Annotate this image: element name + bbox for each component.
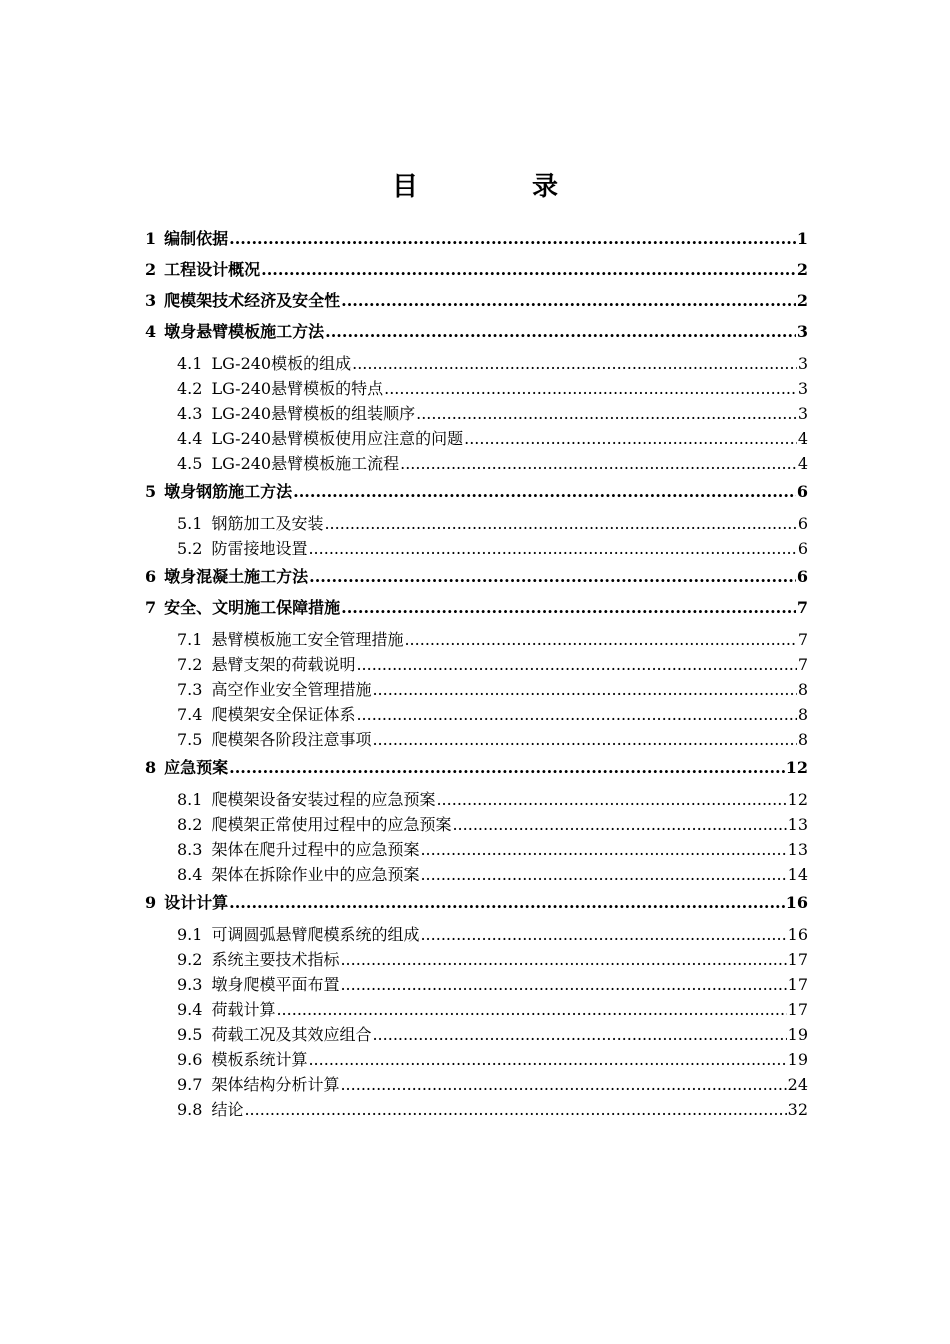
toc-entry[interactable] [145,972,808,997]
toc-dot-leader [229,752,785,783]
toc-entry[interactable] [145,727,808,752]
toc-dot-leader [293,476,796,507]
toc-entry-title: 设计计算 [164,893,229,912]
toc-entry-number: 8.3 [177,840,203,859]
toc-page-number: 24 [787,1075,808,1094]
toc-entry-title: 荷载计算 [211,1000,276,1019]
toc-entry-title: 防雷接地设置 [211,539,308,558]
toc-dot-leader [436,787,786,812]
toc-entry[interactable] [145,254,808,285]
toc-entry-title: 爬模架技术经济及安全性 [164,291,341,310]
toc-page-number: 12 [785,758,808,777]
toc-entry-title: LG-240模板的组成 [211,354,352,373]
toc-dot-leader [340,947,786,972]
toc-entry-title: 高空作业安全管理措施 [211,680,372,699]
toc-entry-title: LG-240悬臂模板使用应注意的问题 [211,429,464,448]
toc-entry-number: 9.5 [177,1025,203,1044]
table-of-contents [145,223,808,1122]
toc-page-number: 17 [787,975,808,994]
toc-entry-title: LG-240悬臂模板的特点 [211,379,384,398]
toc-entry-number: 6 [145,567,157,586]
toc-entry[interactable] [145,316,808,347]
toc-page-number: 17 [787,950,808,969]
toc-dot-leader [341,592,796,623]
toc-dot-leader [352,351,797,376]
toc-page-number: 16 [787,925,808,944]
toc-entry-title: 爬模架设备安装过程的应急预案 [211,790,436,809]
toc-dot-leader [308,1047,786,1072]
toc-entry-number: 5 [145,482,157,501]
toc-page-number: 7 [797,630,808,649]
toc-entry-number: 9.2 [177,950,203,969]
toc-dot-leader [229,223,796,254]
toc-entry-number: 3 [145,291,157,310]
toc-entry[interactable] [145,862,808,887]
toc-entry-number: 4.4 [177,429,203,448]
toc-entry-title: 架体在爬升过程中的应急预案 [211,840,420,859]
toc-entry[interactable] [145,451,808,476]
toc-entry-number: 5.1 [177,514,203,533]
toc-dot-leader [309,561,796,592]
toc-entry[interactable] [145,1072,808,1097]
toc-entry[interactable] [145,476,808,507]
toc-entry-title: 悬臂模板施工安全管理措施 [211,630,404,649]
toc-entry-title: 系统主要技术指标 [211,950,340,969]
toc-page-number: 7 [797,655,808,674]
toc-page-number: 13 [787,840,808,859]
toc-entry-number: 8.2 [177,815,203,834]
toc-page-number: 16 [785,893,808,912]
toc-entry-number: 4.1 [177,354,203,373]
toc-entry[interactable] [145,652,808,677]
toc-entry-number: 7.3 [177,680,203,699]
toc-entry-number: 9.6 [177,1050,203,1069]
toc-entry-title: 悬臂支架的荷载说明 [211,655,356,674]
toc-entry[interactable] [145,511,808,536]
toc-entry-title: 荷载工况及其效应组合 [211,1025,372,1044]
toc-entry-number: 9.7 [177,1075,203,1094]
toc-page-number: 7 [796,598,808,617]
toc-dot-leader [324,511,796,536]
toc-entry-title: 爬模架各阶段注意事项 [211,730,372,749]
toc-entry[interactable] [145,997,808,1022]
toc-page-number: 6 [796,482,808,501]
toc-entry-title: 可调圆弧悬臂爬模系统的组成 [211,925,420,944]
toc-entry-title: 钢筋加工及安装 [211,514,324,533]
toc-dot-leader [372,727,796,752]
toc-entry-number: 5.2 [177,539,203,558]
toc-entry[interactable] [145,351,808,376]
toc-entry-number: 7 [145,598,157,617]
toc-dot-leader [325,316,796,347]
toc-page-number: 6 [796,567,808,586]
toc-entry[interactable] [145,536,808,561]
toc-page-number: 8 [797,730,808,749]
toc-page-number: 1 [796,229,808,248]
toc-dot-leader [340,972,786,997]
toc-entry[interactable] [145,561,808,592]
toc-entry-number: 9 [145,893,157,912]
toc-dot-leader [261,254,796,285]
toc-entry[interactable] [145,677,808,702]
toc-entry-title: 编制依据 [164,229,229,248]
toc-entry[interactable] [145,592,808,623]
toc-entry[interactable] [145,947,808,972]
toc-dot-leader [341,285,796,316]
toc-dot-leader [420,922,786,947]
toc-entry-title: LG-240悬臂模板施工流程 [211,454,400,473]
toc-entry[interactable] [145,376,808,401]
toc-page-number: 4 [797,454,808,473]
toc-dot-leader [276,997,786,1022]
toc-dot-leader [356,652,796,677]
toc-dot-leader [452,812,786,837]
toc-entry-title: 工程设计概况 [164,260,261,279]
toc-entry[interactable] [145,837,808,862]
toc-entry[interactable] [145,752,808,783]
toc-page-number: 14 [787,865,808,884]
toc-page-number: 8 [797,680,808,699]
toc-dot-leader [229,887,785,918]
toc-dot-leader [356,702,796,727]
toc-entry-title: 架体在拆除作业中的应急预案 [211,865,420,884]
toc-entry-title: 安全、文明施工保障措施 [164,598,341,617]
toc-page-number: 2 [796,260,808,279]
toc-entry-number: 9.3 [177,975,203,994]
toc-entry-number: 2 [145,260,157,279]
toc-entry[interactable] [145,702,808,727]
toc-dot-leader [416,401,797,426]
toc-entry-title: 爬模架正常使用过程中的应急预案 [211,815,452,834]
toc-entry-number: 7.1 [177,630,203,649]
toc-entry-number: 7.4 [177,705,203,724]
toc-entry[interactable] [145,223,808,254]
toc-dot-leader [384,376,797,401]
toc-dot-leader [464,426,797,451]
toc-entry-number: 1 [145,229,157,248]
toc-page-number: 19 [787,1050,808,1069]
toc-entry-number: 4.5 [177,454,203,473]
toc-dot-leader [420,837,786,862]
toc-entry[interactable] [145,1097,808,1122]
toc-page-number: 4 [797,429,808,448]
toc-entry-title: 结论 [211,1100,244,1119]
toc-entry-title: 墩身钢筋施工方法 [164,482,293,501]
toc-page-number: 3 [797,404,808,423]
toc-entry-title: 墩身悬臂模板施工方法 [164,322,325,341]
toc-entry[interactable] [145,285,808,316]
toc-dot-leader [400,451,797,476]
toc-entry-title: LG-240悬臂模板的组装顺序 [211,404,416,423]
toc-entry[interactable] [145,401,808,426]
toc-dot-leader [404,627,796,652]
toc-page-number: 32 [787,1100,808,1119]
toc-page-number: 8 [797,705,808,724]
toc-page-number: 3 [797,354,808,373]
toc-entry-number: 8 [145,758,157,777]
toc-page-number: 13 [787,815,808,834]
toc-page-number: 6 [797,539,808,558]
toc-entry[interactable] [145,426,808,451]
toc-entry-title: 模板系统计算 [211,1050,308,1069]
toc-dot-leader [420,862,786,887]
toc-page-number: 19 [787,1025,808,1044]
toc-entry-number: 9.1 [177,925,203,944]
toc-entry[interactable] [145,887,808,918]
toc-entry[interactable] [145,627,808,652]
toc-entry-number: 4.2 [177,379,203,398]
toc-dot-leader [244,1097,786,1122]
toc-entry-number: 7.5 [177,730,203,749]
toc-entry-number: 4.3 [177,404,203,423]
toc-entry-number: 7.2 [177,655,203,674]
toc-entry-number: 9.4 [177,1000,203,1019]
toc-dot-leader [372,1022,786,1047]
toc-title: 目 录 [391,172,602,202]
toc-entry-title: 应急预案 [164,758,229,777]
toc-dot-leader [308,536,796,561]
toc-dot-leader [372,677,796,702]
toc-page-number: 3 [797,379,808,398]
toc-dot-leader [340,1072,786,1097]
toc-page-number: 17 [787,1000,808,1019]
toc-entry[interactable] [145,922,808,947]
toc-entry-number: 8.1 [177,790,203,809]
toc-page-number: 6 [797,514,808,533]
toc-entry[interactable] [145,1022,808,1047]
toc-entry-number: 4 [145,322,157,341]
toc-entry-title: 架体结构分析计算 [211,1075,340,1094]
toc-page-number: 3 [796,322,808,341]
toc-entry-number: 9.8 [177,1100,203,1119]
toc-entry-title: 墩身混凝土施工方法 [164,567,309,586]
toc-entry-title: 爬模架安全保证体系 [211,705,356,724]
toc-entry-number: 8.4 [177,865,203,884]
toc-page-number: 12 [787,790,808,809]
toc-page-number: 2 [796,291,808,310]
toc-entry[interactable] [145,1047,808,1072]
toc-entry[interactable] [145,787,808,812]
toc-entry-title: 墩身爬模平面布置 [211,975,340,994]
toc-entry[interactable] [145,812,808,837]
